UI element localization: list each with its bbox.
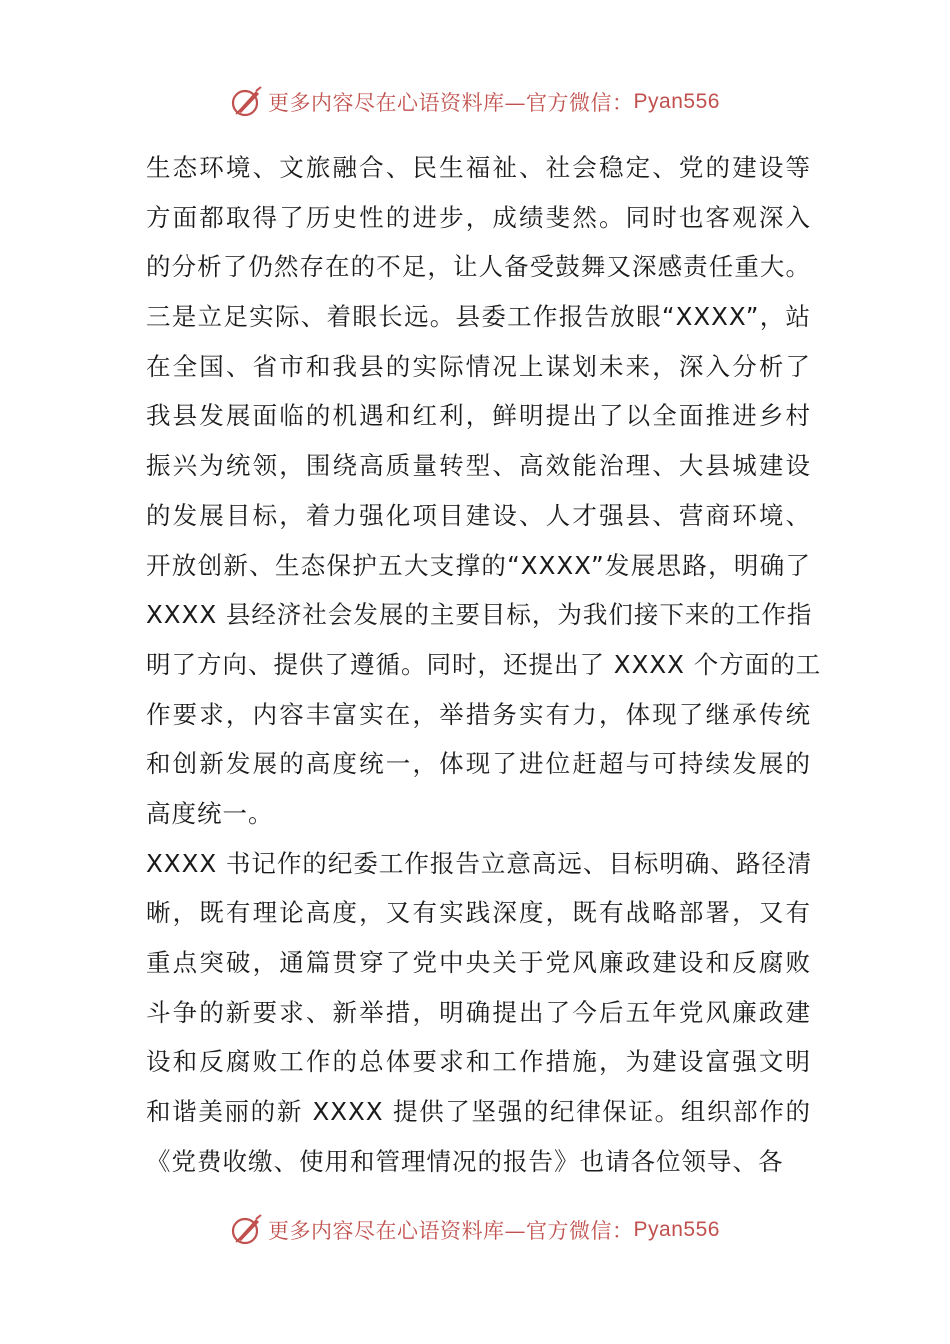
footer-banner xyxy=(0,1210,950,1250)
body-line: 《党费收缴、使用和管理情况的报告》也请各位领导、各 xyxy=(146,1146,784,1176)
header-banner-id: Pyan556 xyxy=(633,90,720,113)
body-line: 重点突破，通篇贯穿了党中央关于党风廉政建设和反腐败 xyxy=(146,948,811,977)
header-banner-text: 更多内容尽在心语资料库—官方微信： xyxy=(268,91,634,115)
body-line: 开放创新、生态保护五大支撑的“XXXX”发展思路，明确了 xyxy=(146,550,811,580)
body-line: 斗争的新要求、新举措，明确提出了今后五年党风廉政建 xyxy=(146,997,811,1027)
body-line: XXXX 县经济社会发展的主要目标，为我们接下来的工作指 xyxy=(146,600,813,630)
body-line: 我县发展面临的机遇和红利，鲜明提出了以全面推进乡村 xyxy=(146,401,811,431)
body-line: 的分析了仍然存在的不足，让人备受鼓舞又深感责任重大。 xyxy=(146,252,811,282)
body-line: 在全国、省市和我县的实际情况上谋划未来，深入分析了 xyxy=(146,351,811,381)
body-line: 的发展目标，着力强化项目建设、人才强县、营商环境、 xyxy=(146,500,811,530)
pen-quill-logo-icon xyxy=(230,1213,264,1247)
body-line: 振兴为统领，围绕高质量转型、高效能治理、大县城建设 xyxy=(146,451,811,481)
body-line: 和谐美丽的新 XXXX 提供了坚强的纪律保证。组织部作的 xyxy=(146,1097,811,1127)
body-line: 设和反腐败工作的总体要求和工作措施，为建设富强文明 xyxy=(146,1047,811,1077)
body-line: 和创新发展的高度统一，体现了进位赶超与可持续发展的 xyxy=(146,749,811,779)
body-line: 三是立足实际、着眼长远。县委工作报告放眼“XXXX”，站 xyxy=(146,302,811,332)
body-line: 方面都取得了历史性的进步，成绩斐然。同时也客观深入 xyxy=(146,202,811,232)
body-line: 生态环境、文旅融合、民生福祉、社会稳定、党的建设等 xyxy=(146,153,811,182)
footer-banner-id: Pyan556 xyxy=(633,1218,720,1241)
pen-quill-logo-icon xyxy=(230,85,264,119)
body-line: 明了方向、提供了遵循。同时，还提出了 XXXX 个方面的工 xyxy=(146,649,822,679)
body-text xyxy=(146,143,822,1186)
body-line: 高度统一。 xyxy=(146,798,274,828)
footer-banner-text: 更多内容尽在心语资料库—官方微信： xyxy=(268,1219,634,1243)
header-banner xyxy=(0,82,950,122)
body-line: 作要求，内容丰富实在，举措务实有力，体现了继承传统 xyxy=(146,699,811,729)
body-line: XXXX 书记作的纪委工作报告立意高远、目标明确、路径清 xyxy=(146,848,813,878)
body-line: 晰，既有理论高度，又有实践深度，既有战略部署，又有 xyxy=(146,898,811,928)
